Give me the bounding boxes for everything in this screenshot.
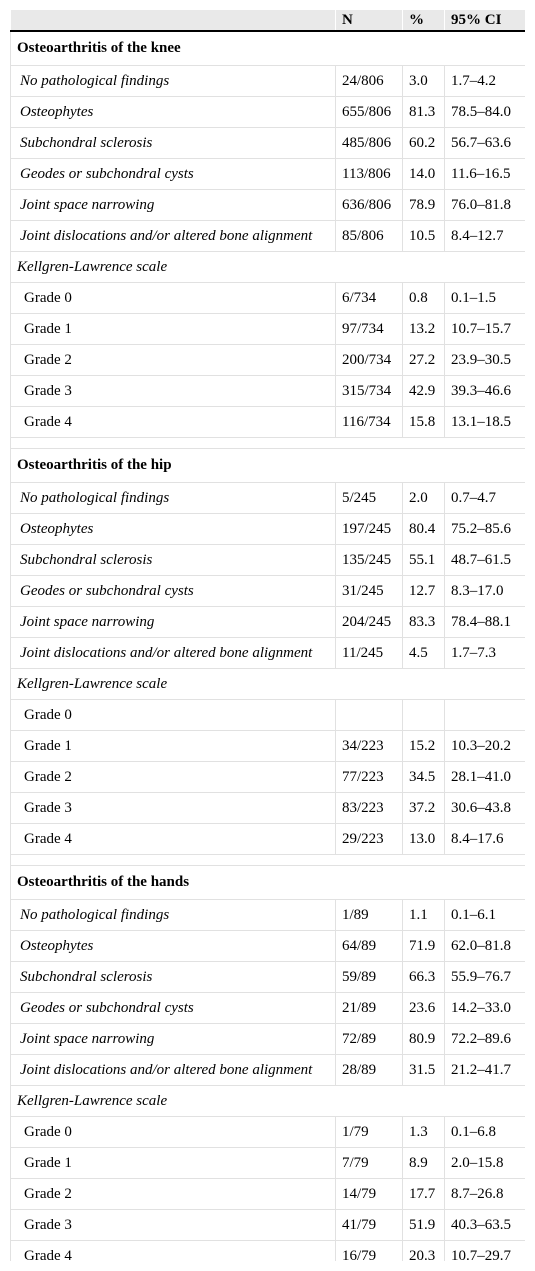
grade-label: Grade 2 (11, 345, 336, 376)
grade-row (11, 283, 526, 314)
grade-ci: 10.7–15.7 (445, 314, 526, 345)
grade-ci: 28.1–41.0 (445, 762, 526, 793)
grade-row (11, 1117, 526, 1148)
finding-n: 64/89 (336, 931, 403, 962)
finding-ci: 72.2–89.6 (445, 1024, 526, 1055)
grade-label: Grade 4 (11, 407, 336, 438)
finding-row (11, 900, 526, 931)
grade-percent: 15.8 (403, 407, 445, 438)
finding-percent: 4.5 (403, 638, 445, 669)
finding-ci: 56.7–63.6 (445, 128, 526, 159)
finding-label: Subchondral sclerosis (11, 128, 336, 159)
table-container (10, 10, 525, 1261)
finding-ci: 78.4–88.1 (445, 607, 526, 638)
finding-row (11, 514, 526, 545)
finding-ci: 21.2–41.7 (445, 1055, 526, 1086)
grade-percent: 13.0 (403, 824, 445, 855)
finding-label: Joint dislocations and/or altered bone alignment (11, 638, 336, 669)
finding-label: Joint space narrowing (11, 190, 336, 221)
finding-percent: 12.7 (403, 576, 445, 607)
finding-n: 197/245 (336, 514, 403, 545)
finding-label: Joint space narrowing (11, 607, 336, 638)
finding-percent: 2.0 (403, 483, 445, 514)
grade-row (11, 1148, 526, 1179)
grade-percent: 15.2 (403, 731, 445, 762)
grade-label: Grade 2 (11, 762, 336, 793)
grade-ci: 8.4–17.6 (445, 824, 526, 855)
grade-ci: 10.3–20.2 (445, 731, 526, 762)
finding-percent: 14.0 (403, 159, 445, 190)
header-percent: % (403, 10, 445, 31)
grade-row (11, 1241, 526, 1262)
finding-percent: 10.5 (403, 221, 445, 252)
grade-row (11, 407, 526, 438)
scale-label: Kellgren-Lawrence scale (11, 669, 526, 700)
grade-label: Grade 4 (11, 824, 336, 855)
grade-ci: 0.1–6.8 (445, 1117, 526, 1148)
section-title: Osteoarthritis of the hip (11, 449, 526, 483)
scale-label: Kellgren-Lawrence scale (11, 252, 526, 283)
finding-n: 31/245 (336, 576, 403, 607)
grade-ci: 39.3–46.6 (445, 376, 526, 407)
grade-row (11, 345, 526, 376)
finding-row (11, 221, 526, 252)
grade-percent: 0.8 (403, 283, 445, 314)
grade-ci: 13.1–18.5 (445, 407, 526, 438)
osteoarthritis-findings-table (10, 10, 525, 1261)
header-n: N (336, 10, 403, 31)
grade-percent: 17.7 (403, 1179, 445, 1210)
section-spacer (11, 438, 526, 449)
scale-subheading-row (11, 669, 526, 700)
grade-label: Grade 3 (11, 793, 336, 824)
grade-n: 77/223 (336, 762, 403, 793)
finding-ci: 11.6–16.5 (445, 159, 526, 190)
finding-ci: 8.3–17.0 (445, 576, 526, 607)
finding-row (11, 159, 526, 190)
grade-percent: 8.9 (403, 1148, 445, 1179)
finding-percent: 55.1 (403, 545, 445, 576)
finding-n: 85/806 (336, 221, 403, 252)
finding-percent: 80.4 (403, 514, 445, 545)
grade-row (11, 376, 526, 407)
grade-percent: 42.9 (403, 376, 445, 407)
finding-ci: 1.7–7.3 (445, 638, 526, 669)
finding-row (11, 128, 526, 159)
finding-n: 59/89 (336, 962, 403, 993)
section-heading-row (11, 866, 526, 900)
finding-ci: 0.1–6.1 (445, 900, 526, 931)
finding-row (11, 638, 526, 669)
grade-n: 14/79 (336, 1179, 403, 1210)
finding-n: 135/245 (336, 545, 403, 576)
grade-percent (403, 700, 445, 731)
finding-label: Geodes or subchondral cysts (11, 993, 336, 1024)
finding-n: 113/806 (336, 159, 403, 190)
grade-label: Grade 1 (11, 1148, 336, 1179)
finding-row (11, 1024, 526, 1055)
grade-n: 83/223 (336, 793, 403, 824)
finding-row (11, 1055, 526, 1086)
finding-row (11, 66, 526, 97)
finding-n: 21/89 (336, 993, 403, 1024)
finding-percent: 23.6 (403, 993, 445, 1024)
finding-label: Subchondral sclerosis (11, 545, 336, 576)
grade-n: 7/79 (336, 1148, 403, 1179)
grade-n: 34/223 (336, 731, 403, 762)
finding-row (11, 962, 526, 993)
finding-percent: 81.3 (403, 97, 445, 128)
section-title: Osteoarthritis of the hands (11, 866, 526, 900)
scale-subheading-row (11, 1086, 526, 1117)
finding-ci: 62.0–81.8 (445, 931, 526, 962)
finding-row (11, 190, 526, 221)
spacer-cell (11, 855, 526, 866)
table-body (11, 31, 526, 1261)
grade-label: Grade 1 (11, 314, 336, 345)
grade-label: Grade 3 (11, 376, 336, 407)
finding-label: Osteophytes (11, 514, 336, 545)
finding-n: 1/89 (336, 900, 403, 931)
finding-n: 655/806 (336, 97, 403, 128)
finding-row (11, 931, 526, 962)
grade-percent: 27.2 (403, 345, 445, 376)
finding-label: Joint space narrowing (11, 1024, 336, 1055)
grade-row (11, 762, 526, 793)
finding-n: 28/89 (336, 1055, 403, 1086)
finding-percent: 60.2 (403, 128, 445, 159)
grade-ci: 2.0–15.8 (445, 1148, 526, 1179)
grade-row (11, 793, 526, 824)
grade-n (336, 700, 403, 731)
grade-percent: 1.3 (403, 1117, 445, 1148)
finding-percent: 66.3 (403, 962, 445, 993)
grade-row (11, 1210, 526, 1241)
grade-n: 116/734 (336, 407, 403, 438)
finding-ci: 8.4–12.7 (445, 221, 526, 252)
grade-label: Grade 0 (11, 700, 336, 731)
finding-ci: 48.7–61.5 (445, 545, 526, 576)
finding-percent: 1.1 (403, 900, 445, 931)
finding-ci: 78.5–84.0 (445, 97, 526, 128)
finding-label: Osteophytes (11, 931, 336, 962)
finding-label: Joint dislocations and/or altered bone alignment (11, 221, 336, 252)
finding-label: Geodes or subchondral cysts (11, 576, 336, 607)
grade-n: 16/79 (336, 1241, 403, 1262)
grade-percent: 20.3 (403, 1241, 445, 1262)
finding-n: 204/245 (336, 607, 403, 638)
finding-row (11, 607, 526, 638)
finding-row (11, 993, 526, 1024)
finding-label: No pathological findings (11, 483, 336, 514)
finding-label: Subchondral sclerosis (11, 962, 336, 993)
grade-row (11, 731, 526, 762)
grade-label: Grade 2 (11, 1179, 336, 1210)
finding-ci: 1.7–4.2 (445, 66, 526, 97)
scale-label: Kellgren-Lawrence scale (11, 1086, 526, 1117)
finding-n: 5/245 (336, 483, 403, 514)
grade-n: 29/223 (336, 824, 403, 855)
section-heading-row (11, 31, 526, 66)
scale-subheading-row (11, 252, 526, 283)
finding-ci: 76.0–81.8 (445, 190, 526, 221)
section-spacer (11, 855, 526, 866)
grade-percent: 37.2 (403, 793, 445, 824)
finding-ci: 14.2–33.0 (445, 993, 526, 1024)
grade-n: 97/734 (336, 314, 403, 345)
grade-n: 1/79 (336, 1117, 403, 1148)
finding-label: Geodes or subchondral cysts (11, 159, 336, 190)
grade-percent: 13.2 (403, 314, 445, 345)
finding-n: 72/89 (336, 1024, 403, 1055)
grade-ci: 30.6–43.8 (445, 793, 526, 824)
finding-ci: 55.9–76.7 (445, 962, 526, 993)
grade-label: Grade 4 (11, 1241, 336, 1262)
finding-label: No pathological findings (11, 66, 336, 97)
table-header (11, 10, 526, 31)
section-heading-row (11, 449, 526, 483)
grade-percent: 34.5 (403, 762, 445, 793)
grade-ci: 10.7–29.7 (445, 1241, 526, 1262)
header-row (11, 10, 526, 31)
finding-label: Osteophytes (11, 97, 336, 128)
finding-n: 11/245 (336, 638, 403, 669)
finding-percent: 78.9 (403, 190, 445, 221)
finding-percent: 83.3 (403, 607, 445, 638)
finding-row (11, 576, 526, 607)
finding-row (11, 545, 526, 576)
spacer-cell (11, 438, 526, 449)
grade-label: Grade 1 (11, 731, 336, 762)
finding-percent: 31.5 (403, 1055, 445, 1086)
grade-label: Grade 0 (11, 1117, 336, 1148)
header-ci: 95% CI (445, 10, 526, 31)
finding-n: 636/806 (336, 190, 403, 221)
grade-ci: 40.3–63.5 (445, 1210, 526, 1241)
finding-ci: 0.7–4.7 (445, 483, 526, 514)
finding-percent: 80.9 (403, 1024, 445, 1055)
grade-ci: 23.9–30.5 (445, 345, 526, 376)
finding-percent: 71.9 (403, 931, 445, 962)
grade-ci: 8.7–26.8 (445, 1179, 526, 1210)
section-title: Osteoarthritis of the knee (11, 31, 526, 66)
finding-row (11, 483, 526, 514)
finding-ci: 75.2–85.6 (445, 514, 526, 545)
grade-n: 315/734 (336, 376, 403, 407)
grade-row (11, 1179, 526, 1210)
finding-label: No pathological findings (11, 900, 336, 931)
grade-row (11, 824, 526, 855)
grade-row (11, 314, 526, 345)
finding-row (11, 97, 526, 128)
grade-ci: 0.1–1.5 (445, 283, 526, 314)
finding-n: 24/806 (336, 66, 403, 97)
grade-n: 41/79 (336, 1210, 403, 1241)
grade-n: 200/734 (336, 345, 403, 376)
grade-n: 6/734 (336, 283, 403, 314)
grade-label: Grade 0 (11, 283, 336, 314)
grade-percent: 51.9 (403, 1210, 445, 1241)
finding-label: Joint dislocations and/or altered bone alignment (11, 1055, 336, 1086)
grade-label: Grade 3 (11, 1210, 336, 1241)
grade-row (11, 700, 526, 731)
header-label (11, 10, 336, 31)
finding-percent: 3.0 (403, 66, 445, 97)
grade-ci (445, 700, 526, 731)
finding-n: 485/806 (336, 128, 403, 159)
